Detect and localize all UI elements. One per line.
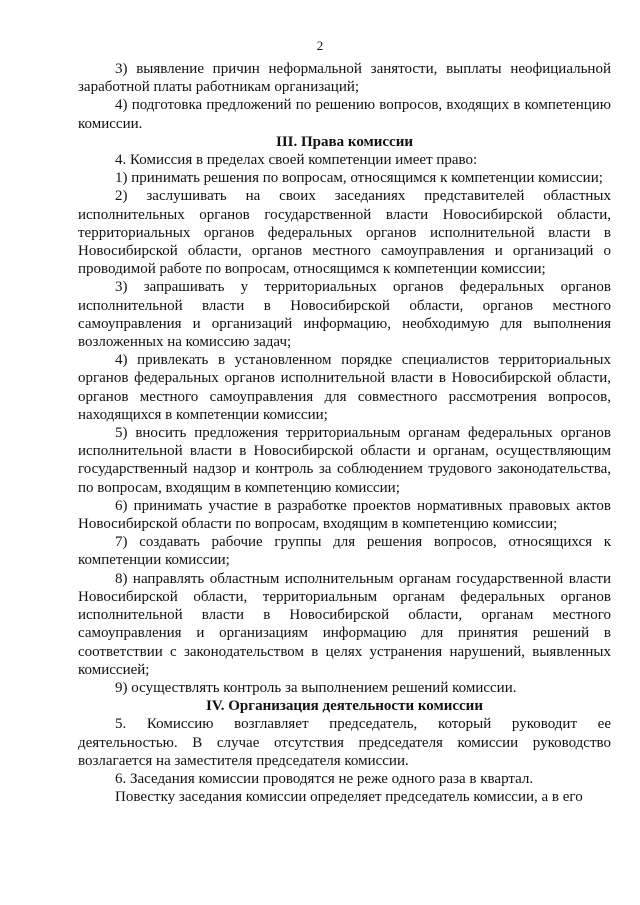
page-number: 2 (316, 38, 324, 53)
paragraph: 6) принимать участие в разработке проектов нормативных правовых актов Новосибирской области по вопросам, входящим в компетенцию комиссии; (78, 497, 611, 533)
paragraph: 3) запрашивать у территориальных органов федеральных органов исполнительной власти в Новосибирской области, органов местного самоуправления и организаций информацию, необходимую для выполнения возложенных на комиссию задач; (78, 279, 611, 351)
paragraph: Повестку заседания комиссии определяет председатель комиссии, а в его (115, 789, 583, 806)
paragraph: 1) принимать решения по вопросам, относящимся к компетенции комиссии; (115, 170, 603, 187)
section-heading-organization: IV. Организация деятельности комиссии (206, 698, 483, 715)
paragraph: 4. Комиссия в пределах своей компетенции имеет право: (115, 152, 478, 169)
paragraph: 4) подготовка предложений по решению вопросов, входящих в компетенцию комиссии. (78, 97, 611, 132)
paragraph: 4) привлекать в установленном порядке специалистов территориальных органов федеральных органов исполнительной власти в Новосибирской области, органов местного самоуправления для совместного рассмотрения вопросов, находящихся в компетенции комиссии; (78, 352, 611, 423)
paragraph: 8) направлять областным исполнительным органам государственной власти Новосибирской области, территориальным органам федеральных органов исполнительной власти в Новосибирской области, органам местного самоуправления и организациям информацию для принятия решений в соответствии с законодательством в целях устранения нарушений, выявленных комиссией; (78, 570, 611, 678)
paragraph: 9) осуществлять контроль за выполнением решений комиссии. (115, 679, 517, 696)
paragraph: 5) вносить предложения территориальным органам федеральных органов исполнительной власти в Новосибирской области и органам, осуществляющим государственный надзор и контроль за соблюдением трудового законодательства, по вопросам, входящим в компетенцию комиссии; (78, 425, 611, 496)
document-body (78, 60, 611, 806)
paragraph: 3) выявление причин неформальной занятости, выплаты неофициальной заработной платы работникам организаций; (78, 61, 611, 96)
paragraph: 2) заслушивать на своих заседаниях представителей областных исполнительных органов государственной власти Новосибирской области, территориальных органов федеральных органов исполнительной власти в Новосибирской области, органов местного самоуправления и организаций о проводимой работе по вопросам, относящимся к компетенции комиссии; (78, 188, 611, 278)
section-heading-rights: III. Права комиссии (276, 133, 413, 150)
paragraph: 5. Комиссию возглавляет председатель, который руководит ее деятельностью. В случае отсутствия председателя комиссии руководство возлагается на заместителя председателя комиссии. (78, 716, 611, 769)
paragraph: 7) создавать рабочие группы для решения вопросов, относящихся к компетенции комиссии; (78, 534, 611, 569)
paragraph: 6. Заседания комиссии проводятся не реже одного раза в квартал. (115, 770, 534, 787)
